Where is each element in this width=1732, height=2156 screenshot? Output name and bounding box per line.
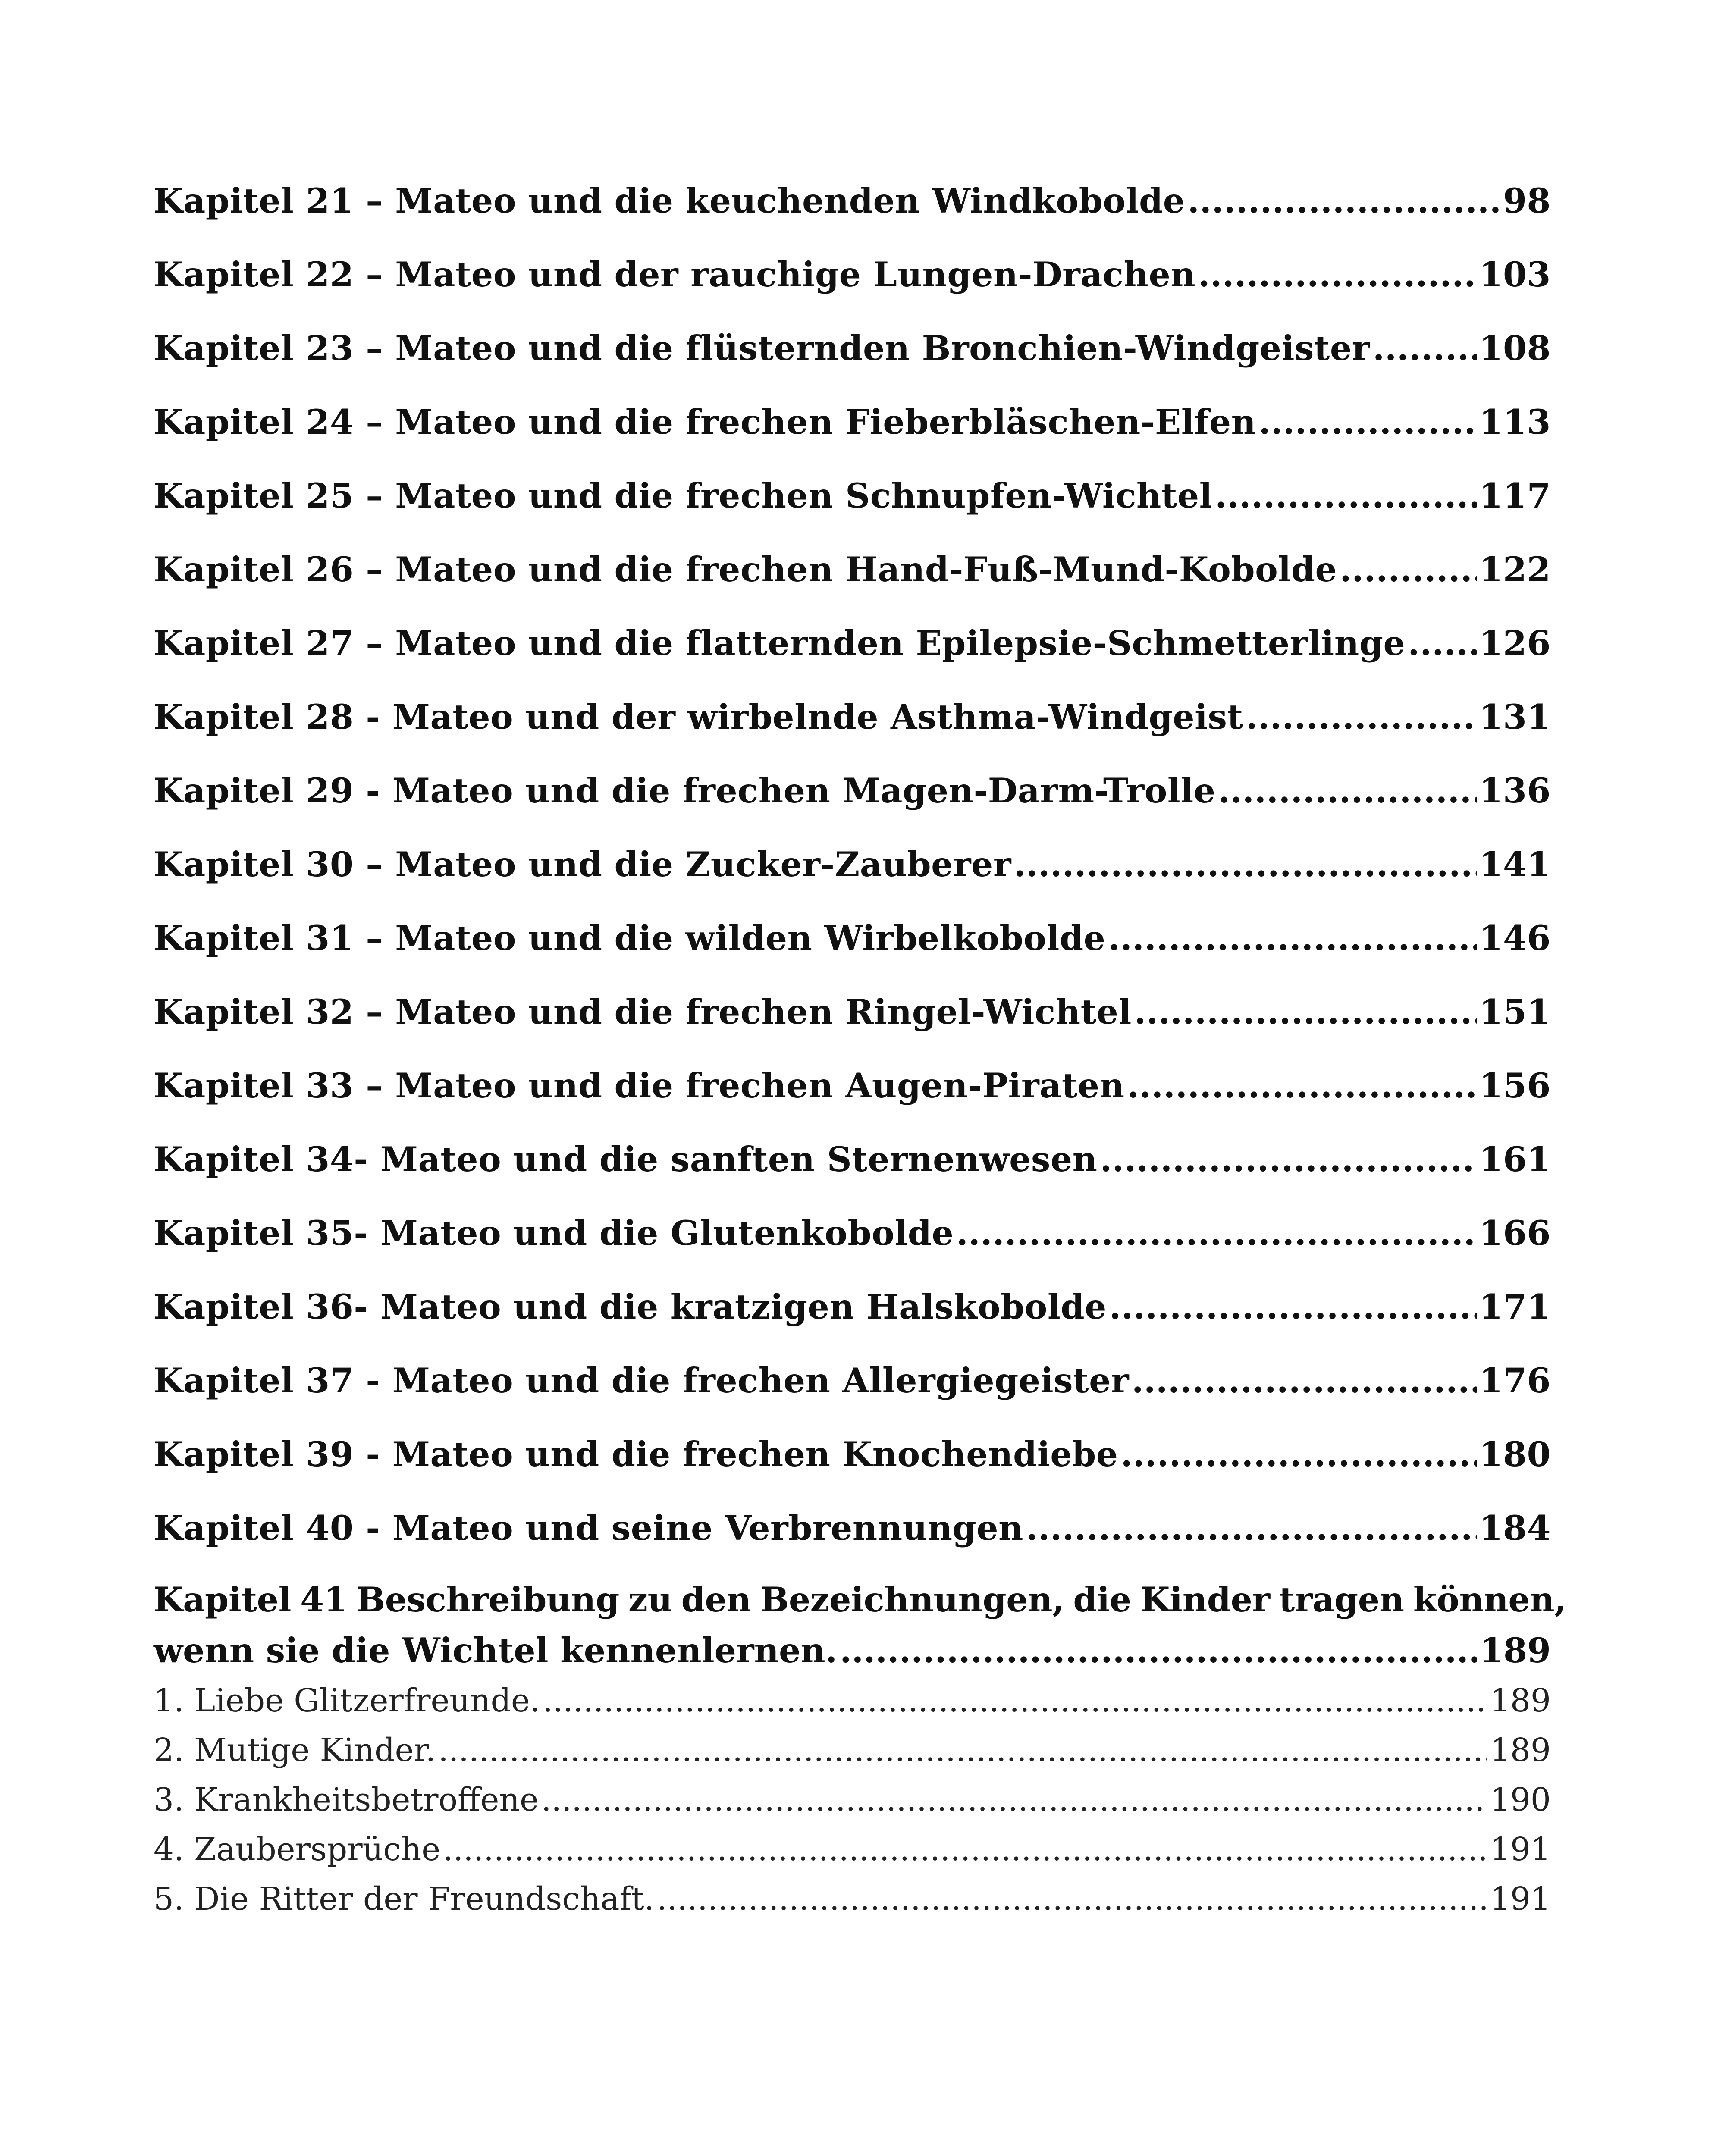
toc-entry-subsection-title: 2. Mutige Kinder. bbox=[154, 1732, 436, 1769]
dot-leader bbox=[1215, 459, 1476, 533]
dot-leader bbox=[840, 1625, 1477, 1676]
toc-entry-chapter-page-number: 131 bbox=[1479, 697, 1551, 737]
toc-entry-chapter-16[interactable] bbox=[154, 1270, 1551, 1344]
toc-entry-chapter-13[interactable] bbox=[154, 1049, 1551, 1122]
dot-leader bbox=[1127, 1049, 1477, 1122]
dot-leader bbox=[1108, 901, 1476, 975]
toc-entry-chapter-title: Kapitel 36- Mateo und die kratzigen Halskobolde bbox=[154, 1287, 1107, 1327]
dot-leader bbox=[657, 1874, 1487, 1924]
toc-entry-chapter-11[interactable] bbox=[154, 901, 1551, 975]
toc-entry-chapter-6[interactable] bbox=[154, 533, 1551, 606]
toc-entry-chapter-title: Kapitel 33 – Mateo und die frechen Augen-Piraten bbox=[154, 1065, 1125, 1106]
toc-entry-subsection-title: 1. Liebe Glitzerfreunde. bbox=[154, 1682, 540, 1719]
dot-leader bbox=[443, 1825, 1487, 1874]
toc-entry-chapter-18[interactable] bbox=[154, 1417, 1551, 1491]
chapter-41-page-number: 189 bbox=[1480, 1630, 1551, 1670]
dot-leader bbox=[541, 1775, 1487, 1825]
toc-entry-chapter-page-number: 126 bbox=[1479, 623, 1551, 663]
toc-entry-chapter-title: Kapitel 21 – Mateo und die keuchenden Windkobolde bbox=[154, 181, 1185, 221]
toc-entry-chapter-page-number: 98 bbox=[1503, 181, 1551, 221]
toc-entry-subsection-page-number: 189 bbox=[1490, 1732, 1551, 1769]
toc-entry-subsection-title: 4. Zaubersprüche bbox=[154, 1831, 441, 1868]
toc-entry-chapter-19[interactable] bbox=[154, 1491, 1551, 1565]
toc-entry-chapter-title: Kapitel 40 - Mateo und seine Verbrennungen bbox=[154, 1508, 1023, 1548]
dot-leader bbox=[1408, 606, 1476, 680]
toc-entry-subsection-1[interactable] bbox=[154, 1676, 1551, 1726]
toc-entry-chapter-1[interactable] bbox=[154, 164, 1551, 238]
toc-entry-chapter-title: Kapitel 39 - Mateo und die frechen Knochendiebe bbox=[154, 1434, 1118, 1474]
toc-entry-chapter-page-number: 122 bbox=[1479, 549, 1551, 589]
toc-entry-subsection-page-number: 191 bbox=[1490, 1831, 1551, 1868]
toc-entry-chapter-8[interactable] bbox=[154, 680, 1551, 754]
toc-entry-chapter-page-number: 184 bbox=[1479, 1508, 1551, 1548]
toc-entry-chapter-title: Kapitel 23 – Mateo und die flüsternden Bronchien-Windgeister bbox=[154, 328, 1370, 368]
chapter-41-title-line-1: Kapitel 41 Beschreibung zu den Bezeichnungen, die Kinder tragen können, bbox=[154, 1579, 1566, 1620]
toc-entry-chapter-9[interactable] bbox=[154, 754, 1551, 827]
toc-entry-chapter-title: Kapitel 22 – Mateo und der rauchige Lungen-Drachen bbox=[154, 254, 1196, 295]
toc-entry-chapter-17[interactable] bbox=[154, 1344, 1551, 1417]
toc-entry-chapter-page-number: 146 bbox=[1479, 918, 1551, 958]
toc-entry-chapter-3[interactable] bbox=[154, 311, 1551, 385]
dot-leader bbox=[1218, 754, 1477, 827]
toc-entry-subsection-2[interactable] bbox=[154, 1726, 1551, 1775]
toc-entry-chapter-page-number: 180 bbox=[1479, 1434, 1551, 1474]
toc-entry-chapter-title: Kapitel 28 - Mateo und der wirbelnde Asthma-Windgeist bbox=[154, 697, 1243, 737]
dot-leader bbox=[1014, 827, 1477, 901]
dot-leader bbox=[956, 1196, 1476, 1270]
chapter-41-title-line-2: wenn sie die Wichtel kennenlernen. bbox=[154, 1630, 838, 1670]
toc-entry-chapter-title: Kapitel 29 - Mateo und die frechen Magen-Darm-Trolle bbox=[154, 771, 1216, 811]
dot-leader bbox=[438, 1726, 1487, 1775]
toc-entry-subsection-title: 3. Krankheitsbetroffene bbox=[154, 1781, 539, 1818]
toc-entry-chapter-title: Kapitel 30 – Mateo und die Zucker-Zauberer bbox=[154, 844, 1011, 884]
toc-entry-chapter-title: Kapitel 35- Mateo und die Glutenkobolde bbox=[154, 1213, 954, 1253]
toc-entry-subsection-title: 5. Die Ritter der Freundschaft. bbox=[154, 1880, 655, 1918]
dot-leader bbox=[1246, 680, 1476, 754]
toc-entry-chapter-page-number: 103 bbox=[1479, 254, 1551, 295]
toc-entry-chapter-page-number: 171 bbox=[1479, 1287, 1551, 1327]
toc-entry-chapter-page-number: 176 bbox=[1479, 1360, 1551, 1401]
chapter-list bbox=[154, 164, 1551, 1565]
dot-leader bbox=[1134, 975, 1477, 1049]
dot-leader bbox=[1100, 1122, 1477, 1196]
toc-entry-chapter-5[interactable] bbox=[154, 459, 1551, 533]
toc-entry-chapter-page-number: 161 bbox=[1479, 1139, 1551, 1179]
subsection-list bbox=[154, 1676, 1551, 1924]
toc-entry-chapter-14[interactable] bbox=[154, 1122, 1551, 1196]
dot-leader bbox=[1258, 385, 1476, 459]
dot-leader bbox=[1188, 164, 1501, 238]
toc-entry-chapter-41[interactable] bbox=[154, 1574, 1566, 1676]
toc-entry-chapter-page-number: 108 bbox=[1479, 328, 1551, 368]
toc-entry-chapter-10[interactable] bbox=[154, 827, 1551, 901]
toc-entry-subsection-page-number: 190 bbox=[1490, 1781, 1551, 1818]
dot-leader bbox=[1109, 1270, 1477, 1344]
toc-entry-chapter-15[interactable] bbox=[154, 1196, 1551, 1270]
dot-leader bbox=[1340, 533, 1476, 606]
dot-leader bbox=[1198, 238, 1476, 311]
toc-entry-chapter-page-number: 117 bbox=[1479, 476, 1551, 516]
toc-entry-chapter-title: Kapitel 37 - Mateo und die frechen Allergiegeister bbox=[154, 1360, 1129, 1401]
toc-entry-chapter-page-number: 156 bbox=[1479, 1065, 1551, 1106]
toc-entry-subsection-3[interactable] bbox=[154, 1775, 1551, 1825]
toc-entry-subsection-page-number: 191 bbox=[1490, 1880, 1551, 1918]
toc-entry-chapter-2[interactable] bbox=[154, 238, 1551, 311]
toc-entry-chapter-4[interactable] bbox=[154, 385, 1551, 459]
toc-entry-chapter-page-number: 166 bbox=[1479, 1213, 1551, 1253]
toc-entry-chapter-12[interactable] bbox=[154, 975, 1551, 1049]
toc-entry-chapter-7[interactable] bbox=[154, 606, 1551, 680]
toc-entry-chapter-title: Kapitel 31 – Mateo und die wilden Wirbelkobolde bbox=[154, 918, 1106, 958]
toc-entry-chapter-page-number: 141 bbox=[1479, 844, 1551, 884]
toc-entry-chapter-title: Kapitel 25 – Mateo und die frechen Schnupfen-Wichtel bbox=[154, 476, 1213, 516]
toc-entry-chapter-page-number: 136 bbox=[1479, 771, 1551, 811]
toc-entry-chapter-title: Kapitel 34- Mateo und die sanften Sternenwesen bbox=[154, 1139, 1098, 1179]
dot-leader bbox=[543, 1676, 1487, 1726]
toc-entry-chapter-title: Kapitel 32 – Mateo und die frechen Ringel-Wichtel bbox=[154, 992, 1132, 1032]
dot-leader bbox=[1026, 1491, 1477, 1565]
dot-leader bbox=[1132, 1344, 1477, 1417]
toc-entry-chapter-title: Kapitel 24 – Mateo und die frechen Fieberbläschen-Elfen bbox=[154, 402, 1256, 442]
toc-entry-chapter-title: Kapitel 26 – Mateo und die frechen Hand-Fuß-Mund-Kobolde bbox=[154, 549, 1337, 589]
toc-entry-chapter-title: Kapitel 27 – Mateo und die flatternden Epilepsie-Schmetterlinge bbox=[154, 623, 1406, 663]
toc-entry-subsection-4[interactable] bbox=[154, 1825, 1551, 1874]
toc-entry-subsection-page-number: 189 bbox=[1490, 1682, 1551, 1719]
dot-leader bbox=[1120, 1417, 1476, 1491]
dot-leader bbox=[1373, 311, 1477, 385]
toc-entry-subsection-5[interactable] bbox=[154, 1874, 1551, 1924]
table-of-contents bbox=[154, 164, 1566, 1924]
toc-entry-chapter-page-number: 151 bbox=[1479, 992, 1551, 1032]
toc-entry-chapter-page-number: 113 bbox=[1479, 402, 1551, 442]
